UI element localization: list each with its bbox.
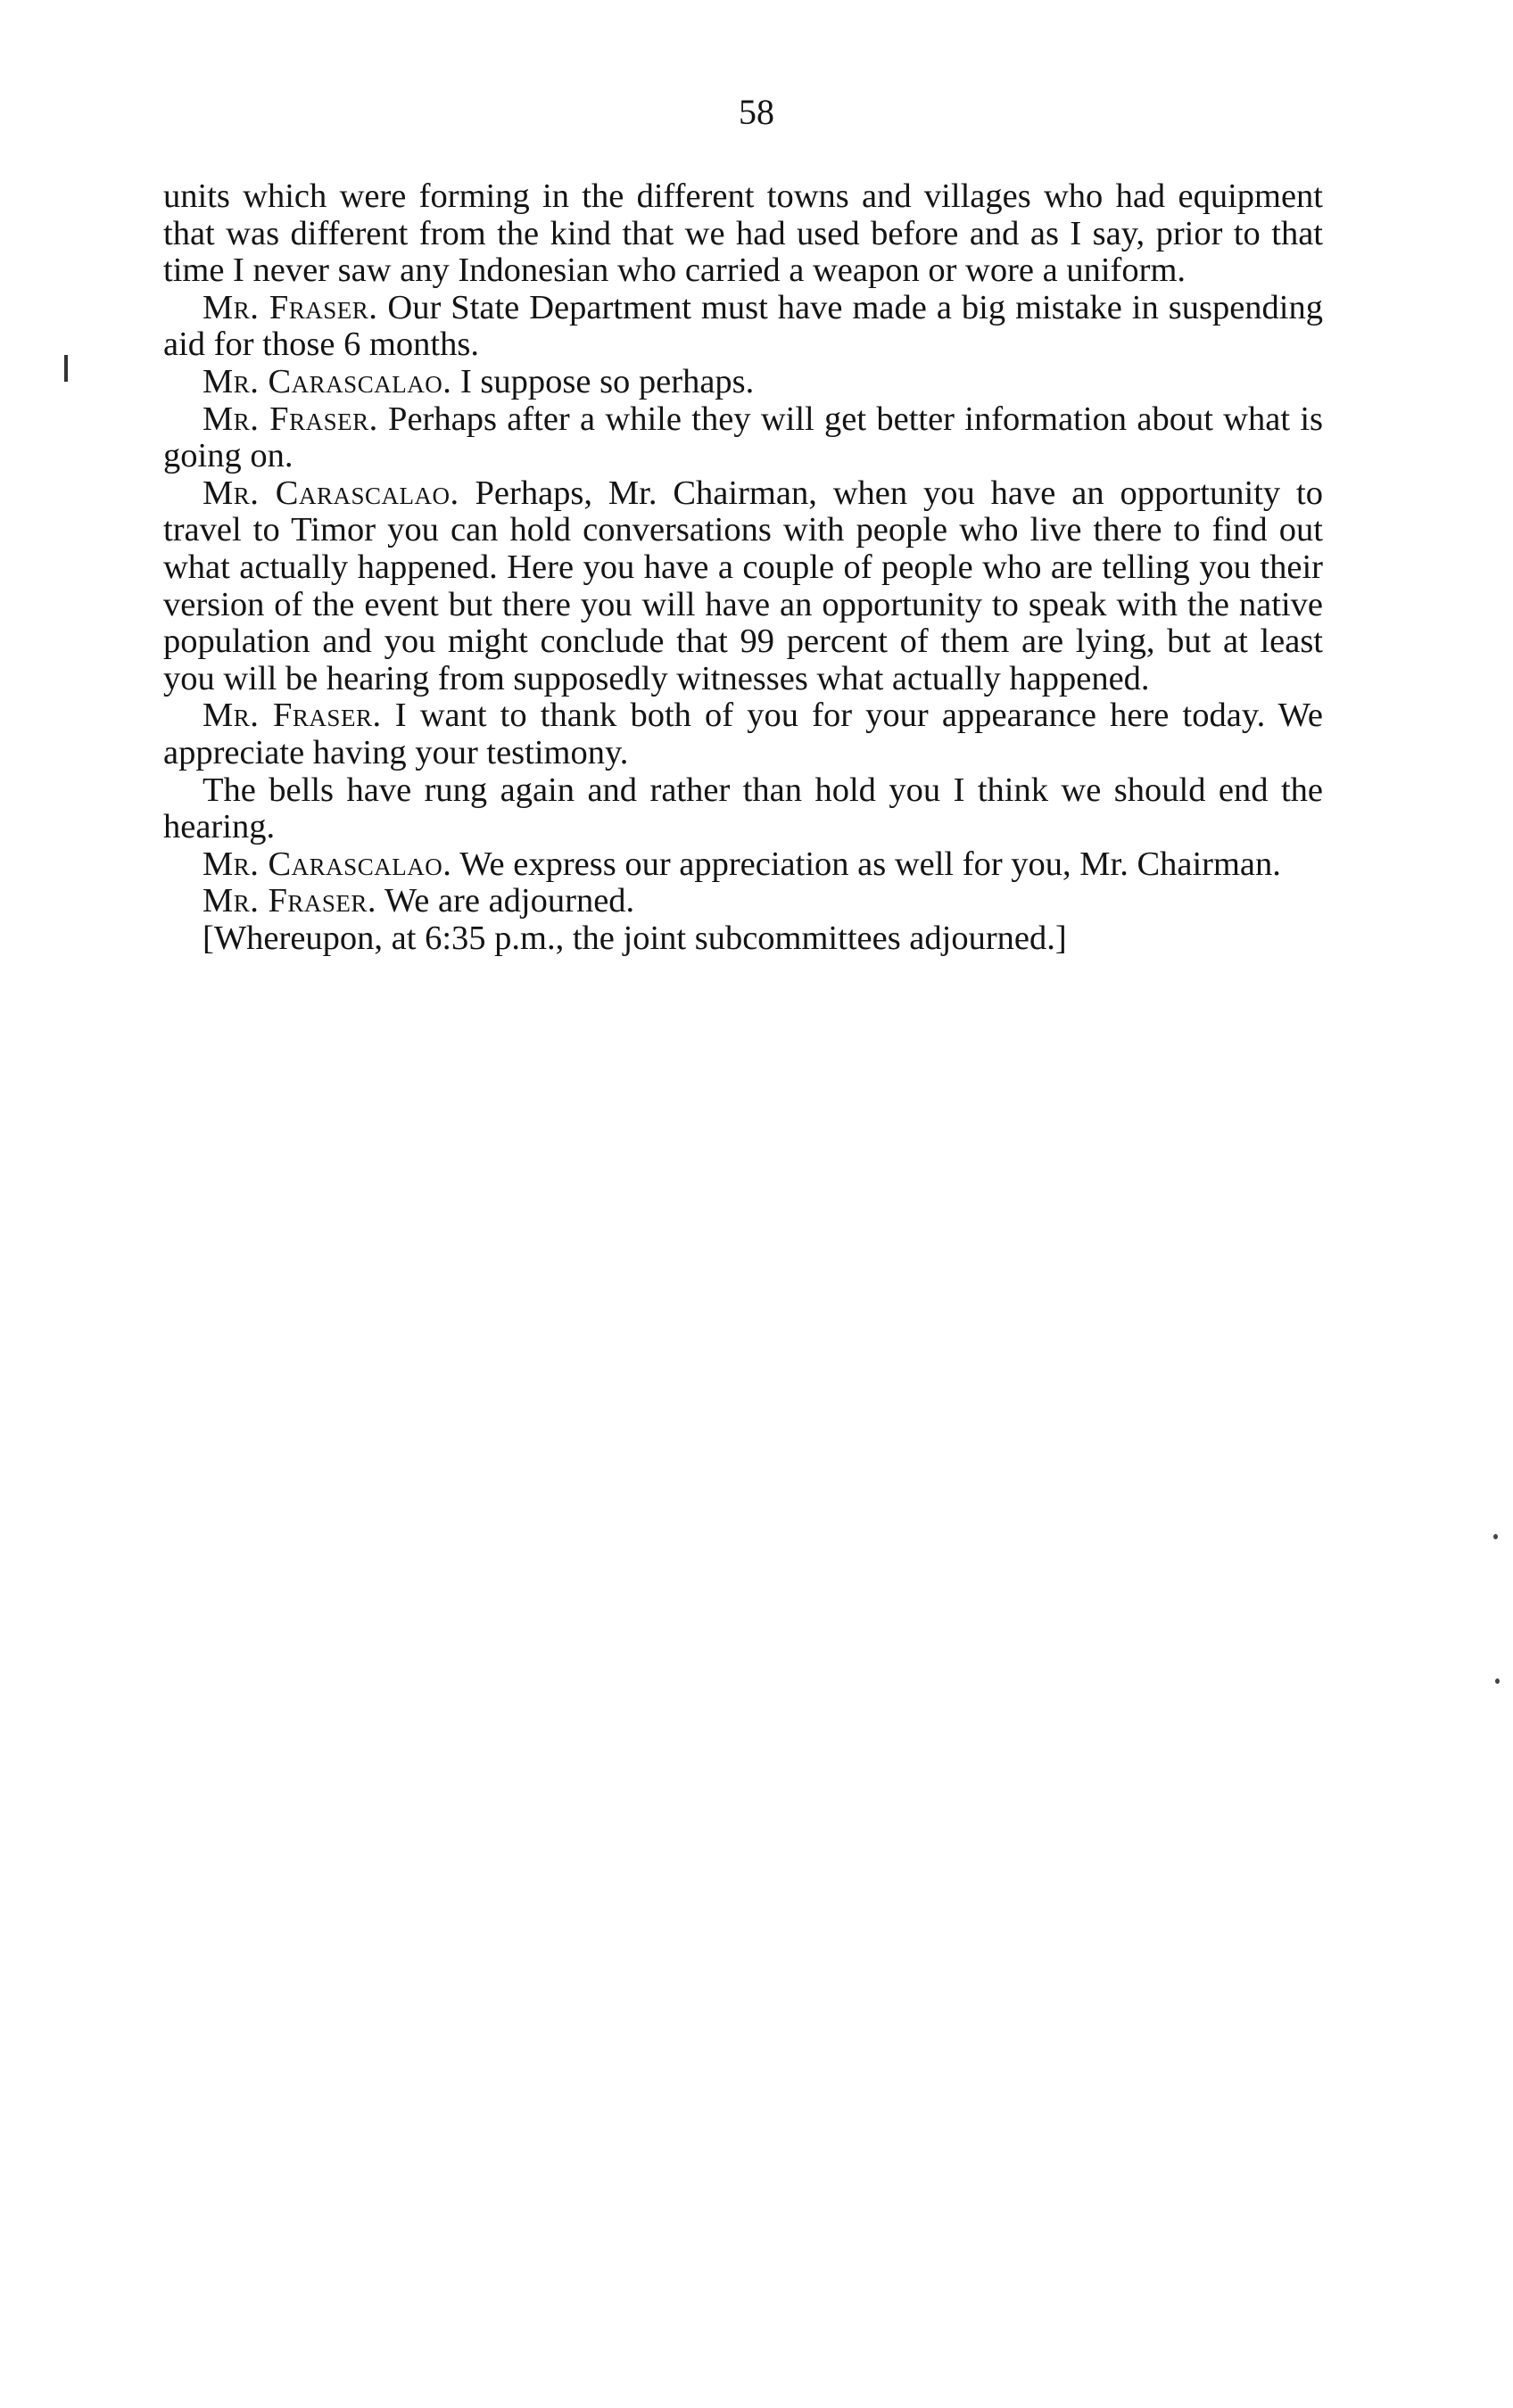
paragraph — [163, 401, 1323, 475]
paragraph-text: Perhaps after a while they will get better information about what is going on. — [163, 400, 1323, 475]
paragraph-text: Perhaps, Mr. Chairman, when you have an opportunity to travel to Timor you can hold conversations with people who live there to find out what actually happened. Here you have a couple of people who are telling you their version of the event but there you will have an opportunity to speak with the native population and you might conclude that 99 percent of them are lying, but at least you will be hearing from supposedly witnesses what actually happened. — [163, 474, 1323, 697]
paragraph — [163, 697, 1323, 771]
transcript-body — [163, 178, 1323, 957]
speaker-name: Mr. Fraser. — [203, 697, 382, 735]
speaker-name: Mr. Carascalao. — [203, 362, 452, 400]
margin-mark — [64, 355, 68, 382]
paragraph-text: We express our appreciation as well for you, Mr. Chairman. — [451, 845, 1281, 883]
paragraph-text: [Whereupon, at 6:35 p.m., the joint subcommittees adjourned.] — [203, 919, 1067, 957]
paragraph — [163, 178, 1323, 290]
paragraph — [163, 364, 1323, 401]
speaker-name: Mr. Fraser. — [203, 400, 378, 438]
paragraph-text: I want to thank both of you for your appearance here today. We appreciate having your testimony. — [163, 697, 1323, 771]
speaker-name: Mr. Fraser. — [203, 288, 378, 326]
speaker-name: Mr. Carascalao. — [203, 845, 452, 883]
page-number: 58 — [739, 92, 774, 132]
paragraph — [163, 846, 1323, 884]
paragraph-text: units which were forming in the different towns and villages who had equipment that was different from the kind that we had used before and as I say, prior to that time I never saw any Indonesian who carried a weapon or wore a uniform. — [163, 177, 1323, 290]
speaker-name: Mr. Fraser. — [203, 882, 377, 920]
paragraph-text: We are adjourned. — [376, 882, 635, 920]
paragraph-text: The bells have rung again and rather than hold you I think we should end the hearing. — [163, 771, 1323, 846]
paragraph — [163, 920, 1323, 958]
paragraph — [163, 475, 1323, 698]
paragraph — [163, 290, 1323, 364]
scan-speck — [1495, 1678, 1500, 1684]
paragraph — [163, 772, 1323, 846]
paragraph-text: Our State Department must have made a big mistake in suspending aid for those 6 months. — [163, 288, 1323, 364]
speaker-name: Mr. Carascalao. — [203, 474, 459, 512]
paragraph — [163, 883, 1323, 920]
paragraph-text: I suppose so perhaps. — [451, 362, 755, 400]
scan-speck — [1493, 1534, 1498, 1539]
